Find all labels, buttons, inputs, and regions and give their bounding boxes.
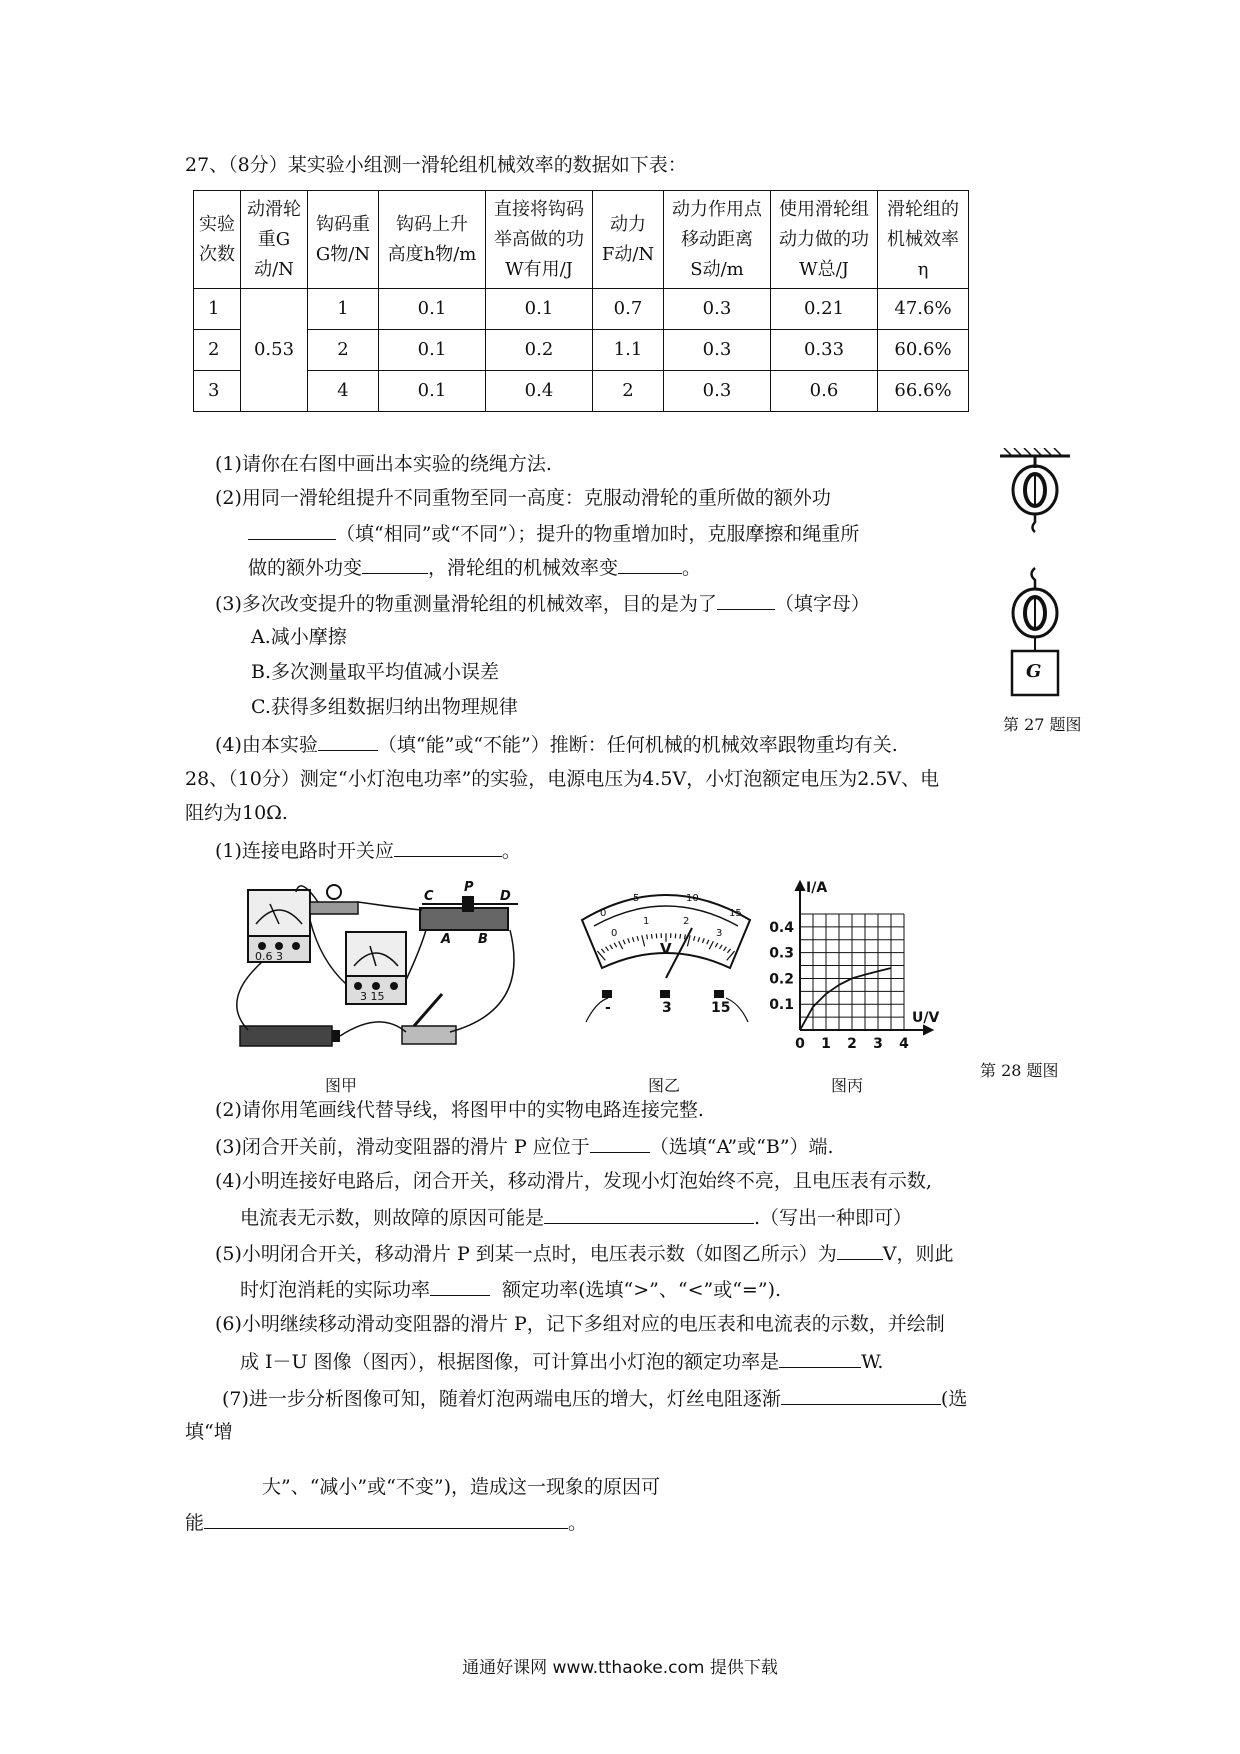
footer: 通通好课网 www.tthaoke.com 提供下载 bbox=[462, 1658, 778, 1678]
q28-blank-8[interactable] bbox=[204, 1508, 568, 1529]
x-tick-label: 4 bbox=[899, 1036, 909, 1052]
q28-part6c: W. bbox=[861, 1351, 884, 1373]
q28-part7d: 大”、“减小”或“不变”)，造成这一现象的原因可 bbox=[262, 1476, 660, 1498]
table-cell: 0.1 bbox=[486, 289, 593, 330]
q28-part3-line bbox=[215, 1132, 834, 1160]
q28-figure-caption: 第 28 题图 bbox=[980, 1061, 1059, 1080]
table-cell: 0.1 bbox=[379, 289, 486, 330]
q27-part3-line bbox=[215, 589, 870, 617]
table-header-text: 钩码重 bbox=[316, 213, 370, 235]
iu-curve bbox=[800, 968, 891, 1030]
q28-part1a: (1)连接电路时开关应 bbox=[215, 840, 394, 862]
table-header-cell bbox=[878, 191, 969, 289]
q27-part2c2: ，滑轮组的机械效率变 bbox=[428, 557, 619, 579]
q28-part7e-line bbox=[185, 1508, 587, 1536]
q28-part7f: 。 bbox=[568, 1512, 588, 1534]
q27-option-a: A.减小摩擦 bbox=[251, 626, 347, 648]
figure-c-label: 图丙 bbox=[831, 1076, 864, 1095]
table-header-text: F动/N bbox=[601, 243, 655, 265]
q28-part7e: 能 bbox=[185, 1512, 205, 1534]
table-header-text: 高度h物/m bbox=[387, 243, 477, 265]
dial-inner-1: 1 bbox=[643, 916, 650, 927]
table-header-text: 举高做的功 bbox=[494, 228, 584, 250]
table-cell: 47.6% bbox=[878, 289, 969, 330]
q27-part2a: (2)用同一滑轮组提升不同重物至同一高度：克服动滑轮的重所做的额外功 bbox=[215, 487, 831, 509]
q28-part7b: (选 bbox=[940, 1388, 968, 1410]
table-cell: 2 bbox=[194, 330, 241, 371]
q27-part2c1: 做的额外功变 bbox=[248, 557, 363, 579]
q27-option-b: B.多次测量取平均值减小误差 bbox=[251, 661, 500, 683]
table-cell: 0.4 bbox=[486, 371, 593, 412]
table-cell: 0.6 bbox=[771, 371, 878, 412]
table-cell: 0.53 bbox=[241, 289, 308, 412]
q28-title: 28、（10分）测定“小灯泡电功率”的实验，电源电压为4.5V，小灯泡额定电压为2.5V、电 bbox=[185, 768, 940, 790]
terminal-3: 3 bbox=[662, 1000, 672, 1016]
table-cell: 4 bbox=[308, 371, 379, 412]
rheostat-label-c: C bbox=[424, 889, 434, 904]
dial-tick-10: 10 bbox=[686, 893, 699, 904]
y-tick-label: 0.4 bbox=[769, 919, 794, 936]
q27-blank-3[interactable] bbox=[618, 553, 682, 574]
dial-tick bbox=[680, 934, 681, 939]
table-cell: 1 bbox=[194, 289, 241, 330]
table-cell: 60.6% bbox=[878, 330, 969, 371]
x-tick-label: 0 bbox=[795, 1036, 805, 1052]
table-cell: 0.1 bbox=[379, 371, 486, 412]
y-tick-label: 0.2 bbox=[769, 971, 794, 988]
dial-tick-15: 15 bbox=[729, 908, 742, 919]
table-header-cell bbox=[771, 191, 878, 289]
table-header-text: W总/J bbox=[799, 258, 849, 280]
table-row bbox=[194, 330, 969, 371]
x-axis-arrow bbox=[924, 1026, 932, 1034]
q27-blank-1[interactable] bbox=[248, 519, 336, 540]
table-cell: 1 bbox=[308, 289, 379, 330]
ammeter-terminals: 0.6 3 bbox=[255, 950, 283, 963]
q28-part3a: (3)闭合开关前，滑动变阻器的滑片 P 应位于 bbox=[215, 1136, 590, 1158]
table-cell: 2 bbox=[593, 371, 664, 412]
q28-part6b-line bbox=[240, 1347, 883, 1375]
table-header-cell bbox=[308, 191, 379, 289]
table-header-cell bbox=[241, 191, 308, 289]
q27-part3-tail: （填字母） bbox=[774, 593, 870, 615]
q28-part7a: (7)进一步分析图像可知，随着灯泡两端电压的增大，灯丝电阻逐渐 bbox=[222, 1388, 781, 1410]
table-header-text: 重G动/N bbox=[254, 228, 294, 280]
table-header-text: 使用滑轮组 bbox=[779, 198, 869, 220]
voltmeter-terminals: 3 15 bbox=[360, 990, 385, 1003]
q28-part4b: 电流表无示数，则故障的原因可能是 bbox=[240, 1207, 545, 1229]
figure-a-label: 图甲 bbox=[325, 1076, 358, 1095]
q27-part2b: （填“相同”或“不同”）；提升的物重增加时，克服摩擦和绳重所 bbox=[336, 523, 860, 545]
terminal-minus: - bbox=[605, 1000, 611, 1016]
dial-tick-0: 0 bbox=[600, 908, 607, 919]
x-tick-label: 2 bbox=[847, 1036, 857, 1052]
q28-part2: (2)请你用笔画线代替导线，将图甲中的实物电路连接完整. bbox=[215, 1099, 704, 1121]
q28-part4a: (4)小明连接好电路后，闭合开关，移动滑片，发现小灯泡始终不亮，且电压表有示数, bbox=[215, 1170, 932, 1192]
q27-blank-4[interactable] bbox=[717, 589, 775, 610]
table-header-text: S动/m bbox=[690, 258, 744, 280]
q27-figure-caption: 第 27 题图 bbox=[1003, 715, 1082, 734]
x-tick-label: 1 bbox=[821, 1036, 831, 1052]
q27-part4a: (4)由本实验 bbox=[215, 734, 318, 756]
rheostat-label-d: D bbox=[500, 889, 511, 904]
table-header-cell bbox=[593, 191, 664, 289]
q27-part2c3: 。 bbox=[682, 557, 702, 579]
q27-part2b-line bbox=[248, 519, 859, 547]
table-header-text: 移动距离 bbox=[681, 228, 753, 250]
q28-part1b: 。 bbox=[501, 840, 521, 862]
q27-part3: (3)多次改变提升的物重测量滑轮组的机械效率，目的是为了 bbox=[215, 593, 717, 615]
table-cell: 0.3 bbox=[664, 371, 771, 412]
q28-part4b-line bbox=[240, 1203, 912, 1231]
q28-part5b: V，则此 bbox=[882, 1243, 954, 1265]
table-header-text: 动力做的功 bbox=[779, 228, 869, 250]
y-tick-label: 0.1 bbox=[769, 997, 794, 1014]
table-header-text: 钩码上升 bbox=[396, 213, 468, 235]
q28-part1-line bbox=[215, 836, 521, 864]
table-cell: 2 bbox=[308, 330, 379, 371]
q28-blank-2[interactable] bbox=[590, 1132, 650, 1153]
table-header-text: G物/N bbox=[315, 243, 371, 265]
q28-part5a: (5)小明闭合开关，移动滑片 P 到某一点时，电压表示数（如图乙所示）为 bbox=[215, 1243, 837, 1265]
table-cell: 0.21 bbox=[771, 289, 878, 330]
q28-part5d: 额定功率(选填“>”、“<”或“=”). bbox=[502, 1279, 782, 1301]
q28-blank-5[interactable] bbox=[430, 1275, 490, 1296]
table-cell: 3 bbox=[194, 371, 241, 412]
table-header-cell bbox=[194, 191, 241, 289]
q28-blank-4[interactable] bbox=[837, 1239, 883, 1260]
table-header-text: 次数 bbox=[199, 243, 235, 265]
y-axis-label: I/A bbox=[806, 880, 828, 896]
table-header-text: W有用/J bbox=[505, 258, 573, 280]
table-header-text: 直接将钩码 bbox=[494, 198, 584, 220]
table-cell: 0.7 bbox=[593, 289, 664, 330]
q27-option-c: C.获得多组数据归纳出物理规律 bbox=[251, 696, 518, 718]
table-row bbox=[194, 289, 969, 330]
table-cell: 0.3 bbox=[664, 289, 771, 330]
q28-blank-7[interactable] bbox=[781, 1384, 941, 1405]
q28-part5c: 时灯泡消耗的实际功率 bbox=[240, 1279, 431, 1301]
q28-part5c-line bbox=[240, 1275, 781, 1303]
table-header-cell bbox=[664, 191, 771, 289]
circuit-figure bbox=[230, 880, 570, 1060]
weight-label: G bbox=[1026, 661, 1042, 682]
q28-part3b: （选填“A”或“B”）端. bbox=[649, 1136, 834, 1158]
table-cell: 0.2 bbox=[486, 330, 593, 371]
efficiency-table bbox=[193, 190, 969, 412]
x-axis-label: U/V bbox=[912, 1010, 940, 1026]
table-row bbox=[194, 371, 969, 412]
y-axis-arrow bbox=[796, 882, 804, 890]
table-header-text: 实验 bbox=[199, 213, 235, 235]
q28-blank-1[interactable] bbox=[394, 836, 502, 857]
table-header-cell bbox=[379, 191, 486, 289]
dial-letter: V bbox=[660, 940, 672, 958]
dial-tick bbox=[651, 934, 652, 939]
q28-part7a-line bbox=[222, 1384, 967, 1412]
figure-b-label: 图乙 bbox=[648, 1076, 681, 1095]
q28-blank-6[interactable] bbox=[779, 1347, 861, 1368]
q28-title2: 阻约为10Ω. bbox=[185, 802, 288, 824]
q28-part6b: 成 I－U 图像（图丙），根据图像，可计算出小灯泡的额定功率是 bbox=[240, 1351, 780, 1373]
table-header-text: 动力 bbox=[610, 213, 646, 235]
table-header-text: 动滑轮 bbox=[247, 198, 301, 220]
dial-inner-0: 0 bbox=[611, 928, 618, 939]
q27-part1: (1)请你在右图中画出本实验的绕绳方法. bbox=[215, 453, 552, 475]
q28-part6a: (6)小明继续移动滑动变阻器的滑片 P，记下多组对应的电压表和电流表的示数，并绘制 bbox=[215, 1313, 945, 1335]
dial-tick-5: 5 bbox=[633, 893, 640, 904]
table-cell: 1.1 bbox=[593, 330, 664, 371]
iu-chart bbox=[760, 880, 960, 1060]
q27-part2c-line bbox=[248, 553, 701, 581]
table-header-cell bbox=[486, 191, 593, 289]
q27-blank-2[interactable] bbox=[362, 553, 428, 574]
q27-title: 27、（8分）某实验小组测一滑轮组机械效率的数据如下表： bbox=[185, 154, 687, 176]
q28-blank-3[interactable] bbox=[544, 1203, 754, 1224]
dial-inner-2: 2 bbox=[683, 916, 690, 927]
table-header-text: η bbox=[917, 258, 929, 280]
table-cell: 66.6% bbox=[878, 371, 969, 412]
table-header-text: 机械效率 bbox=[887, 228, 959, 250]
table-cell: 0.3 bbox=[664, 330, 771, 371]
terminal-15: 15 bbox=[711, 1000, 731, 1016]
q28-part5a-line bbox=[215, 1239, 954, 1267]
q28-part4c: .（写出一种即可） bbox=[754, 1207, 913, 1229]
y-tick-label: 0.3 bbox=[769, 945, 794, 962]
rheostat-label-p: P bbox=[464, 880, 474, 895]
x-tick-label: 3 bbox=[873, 1036, 883, 1052]
table-header-text: 滑轮组的 bbox=[887, 198, 959, 220]
q27-part4b: （填“能”或“不能”）推断：任何机械的机械效率跟物重均有关. bbox=[377, 734, 898, 756]
table-cell: 0.33 bbox=[771, 330, 878, 371]
rheostat-label-a: A bbox=[441, 932, 452, 947]
q28-part7c: 填“增 bbox=[185, 1421, 233, 1443]
q27-part4-line bbox=[215, 730, 898, 758]
rheostat-label-b: B bbox=[478, 932, 488, 947]
table-cell: 0.1 bbox=[379, 330, 486, 371]
q27-blank-5[interactable] bbox=[318, 730, 378, 751]
dial-inner-3: 3 bbox=[716, 928, 723, 939]
table-header-text: 动力作用点 bbox=[672, 198, 762, 220]
